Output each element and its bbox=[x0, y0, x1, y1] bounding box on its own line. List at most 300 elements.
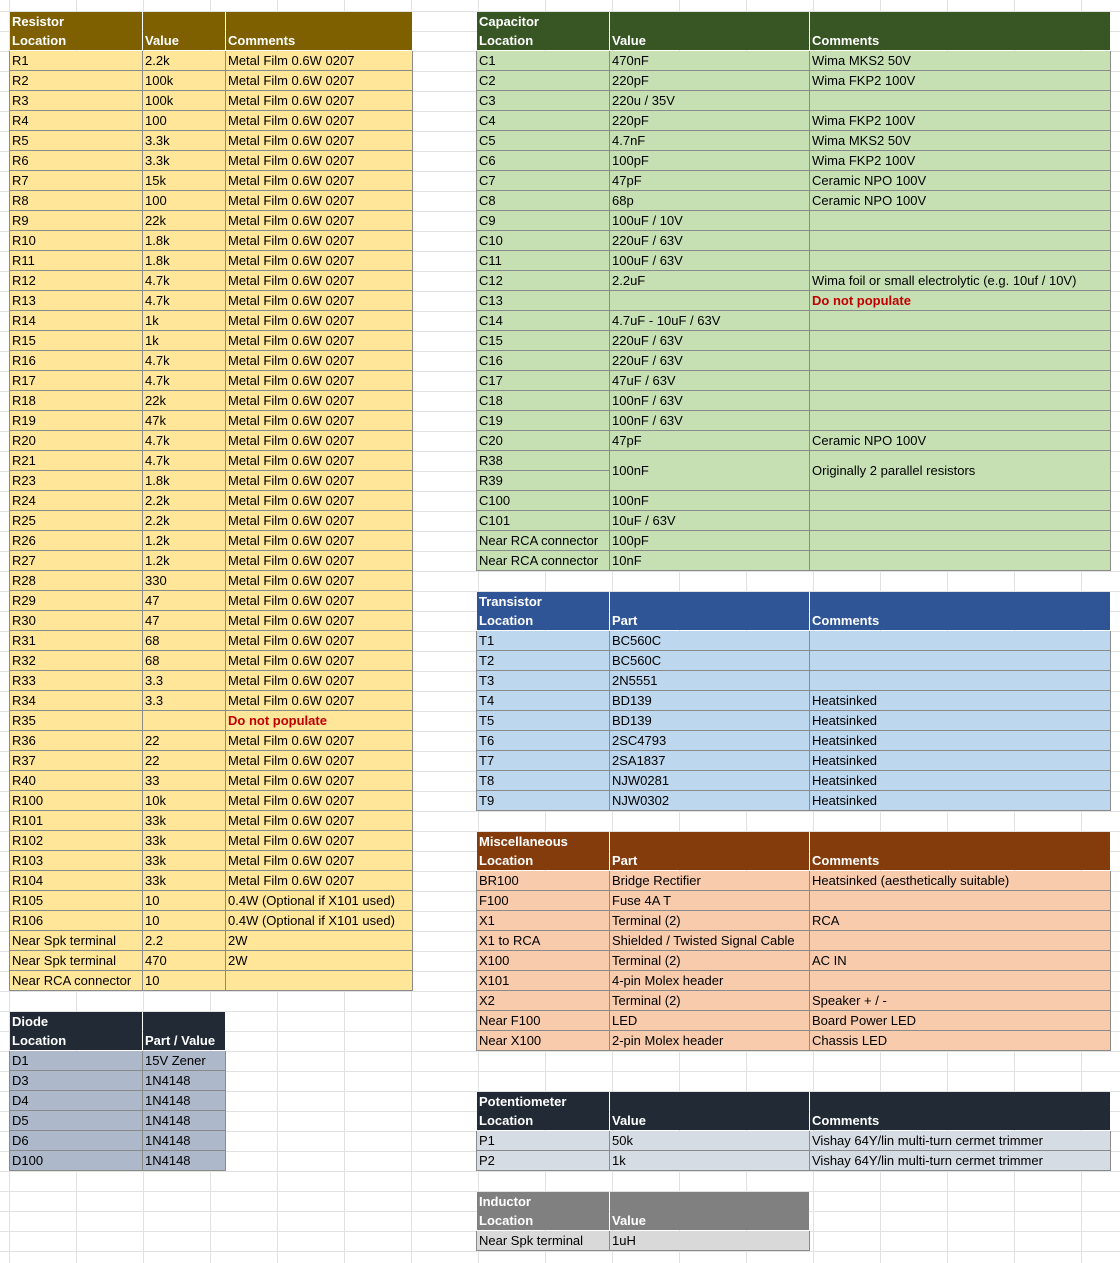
cell[interactable]: R12 bbox=[10, 271, 143, 291]
cell[interactable]: Metal Film 0.6W 0207 bbox=[226, 451, 413, 471]
cell[interactable]: Shielded / Twisted Signal Cable bbox=[610, 931, 810, 951]
cell[interactable]: R31 bbox=[10, 631, 143, 651]
cell[interactable]: R101 bbox=[10, 811, 143, 831]
cell[interactable]: 1k bbox=[610, 1151, 810, 1171]
cell[interactable]: Metal Film 0.6W 0207 bbox=[226, 151, 413, 171]
cell[interactable]: R105 bbox=[10, 891, 143, 911]
cell[interactable]: 1.2k bbox=[143, 531, 226, 551]
cell[interactable]: 68 bbox=[143, 651, 226, 671]
cell[interactable]: Heatsinked bbox=[810, 771, 1111, 791]
cell[interactable]: 100k bbox=[143, 71, 226, 91]
cell[interactable]: 220uF / 63V bbox=[610, 351, 810, 371]
cell[interactable]: 100 bbox=[143, 191, 226, 211]
cell[interactable]: 10k bbox=[143, 791, 226, 811]
cell[interactable]: 10nF bbox=[610, 551, 810, 571]
cell[interactable]: 2.2k bbox=[143, 51, 226, 71]
cell[interactable]: 68 bbox=[143, 631, 226, 651]
cell[interactable]: Metal Film 0.6W 0207 bbox=[226, 771, 413, 791]
cell[interactable]: Metal Film 0.6W 0207 bbox=[226, 531, 413, 551]
cell[interactable]: 100pF bbox=[610, 151, 810, 171]
cell[interactable]: R37 bbox=[10, 751, 143, 771]
cell[interactable]: 50k bbox=[610, 1131, 810, 1151]
cell[interactable]: 10 bbox=[143, 911, 226, 931]
cell[interactable]: 22k bbox=[143, 211, 226, 231]
cell[interactable]: 2SA1837 bbox=[610, 751, 810, 771]
cell[interactable]: 47 bbox=[143, 591, 226, 611]
cell[interactable]: Fuse 4A T bbox=[610, 891, 810, 911]
cell[interactable]: R28 bbox=[10, 571, 143, 591]
cell[interactable] bbox=[226, 971, 413, 991]
cell[interactable]: T2 bbox=[477, 651, 610, 671]
cell[interactable]: X2 bbox=[477, 991, 610, 1011]
cell[interactable]: 4.7k bbox=[143, 371, 226, 391]
cell[interactable]: 1N4148 bbox=[143, 1151, 226, 1171]
cell[interactable]: 100nF / 63V bbox=[610, 411, 810, 431]
cell[interactable]: X100 bbox=[477, 951, 610, 971]
cell[interactable]: R32 bbox=[10, 651, 143, 671]
cell[interactable]: Metal Film 0.6W 0207 bbox=[226, 91, 413, 111]
cell[interactable] bbox=[810, 211, 1111, 231]
cell[interactable]: 470nF bbox=[610, 51, 810, 71]
cell[interactable]: C15 bbox=[477, 331, 610, 351]
cell[interactable]: T9 bbox=[477, 791, 610, 811]
cell[interactable] bbox=[810, 311, 1111, 331]
cell[interactable]: 100uF / 10V bbox=[610, 211, 810, 231]
cell[interactable]: C6 bbox=[477, 151, 610, 171]
cell[interactable]: Near X100 bbox=[477, 1031, 610, 1051]
cell[interactable]: R25 bbox=[10, 511, 143, 531]
cell[interactable]: R24 bbox=[10, 491, 143, 511]
cell[interactable]: 4.7k bbox=[143, 271, 226, 291]
cell[interactable]: R15 bbox=[10, 331, 143, 351]
cell[interactable]: 4.7uF - 10uF / 63V bbox=[610, 311, 810, 331]
cell[interactable]: 33k bbox=[143, 811, 226, 831]
cell[interactable]: Ceramic NPO 100V bbox=[810, 191, 1111, 211]
cell[interactable]: C12 bbox=[477, 271, 610, 291]
cell[interactable]: Heatsinked bbox=[810, 791, 1111, 811]
cell[interactable]: R35 bbox=[10, 711, 143, 731]
cell[interactable]: 4.7k bbox=[143, 431, 226, 451]
cell[interactable]: Heatsinked bbox=[810, 691, 1111, 711]
cell[interactable]: R103 bbox=[10, 851, 143, 871]
cell[interactable]: C20 bbox=[477, 431, 610, 451]
cell[interactable]: C16 bbox=[477, 351, 610, 371]
cell[interactable]: T6 bbox=[477, 731, 610, 751]
cell[interactable]: D5 bbox=[10, 1111, 143, 1131]
cell[interactable] bbox=[810, 511, 1111, 531]
cell[interactable] bbox=[810, 651, 1111, 671]
cell[interactable]: R7 bbox=[10, 171, 143, 191]
cell[interactable]: 33k bbox=[143, 831, 226, 851]
cell[interactable]: 4.7k bbox=[143, 351, 226, 371]
cell[interactable]: T3 bbox=[477, 671, 610, 691]
cell[interactable]: BC560C bbox=[610, 651, 810, 671]
cell[interactable]: C8 bbox=[477, 191, 610, 211]
cell[interactable]: Do not populate bbox=[810, 291, 1111, 311]
cell[interactable]: 1N4148 bbox=[143, 1071, 226, 1091]
cell[interactable]: C14 bbox=[477, 311, 610, 331]
cell[interactable]: Metal Film 0.6W 0207 bbox=[226, 371, 413, 391]
cell[interactable]: 220uF / 63V bbox=[610, 331, 810, 351]
cell[interactable]: 47 bbox=[143, 611, 226, 631]
cell[interactable]: D3 bbox=[10, 1071, 143, 1091]
cell[interactable]: 22 bbox=[143, 751, 226, 771]
cell[interactable]: 220uF / 63V bbox=[610, 231, 810, 251]
cell[interactable]: Heatsinked (aesthetically suitable) bbox=[810, 871, 1111, 891]
cell[interactable]: R106 bbox=[10, 911, 143, 931]
cell[interactable]: C19 bbox=[477, 411, 610, 431]
cell[interactable]: Metal Film 0.6W 0207 bbox=[226, 731, 413, 751]
cell[interactable]: Metal Film 0.6W 0207 bbox=[226, 231, 413, 251]
cell[interactable]: Metal Film 0.6W 0207 bbox=[226, 351, 413, 371]
cell[interactable]: RCA bbox=[810, 911, 1111, 931]
cell[interactable]: Near F100 bbox=[477, 1011, 610, 1031]
cell[interactable]: 100 bbox=[143, 111, 226, 131]
cell[interactable]: C13 bbox=[477, 291, 610, 311]
cell[interactable]: R3 bbox=[10, 91, 143, 111]
cell[interactable]: Metal Film 0.6W 0207 bbox=[226, 71, 413, 91]
cell[interactable]: P2 bbox=[477, 1151, 610, 1171]
cell[interactable] bbox=[810, 671, 1111, 691]
cell[interactable]: Metal Film 0.6W 0207 bbox=[226, 791, 413, 811]
cell[interactable]: 33k bbox=[143, 871, 226, 891]
cell[interactable]: 220pF bbox=[610, 111, 810, 131]
cell[interactable] bbox=[810, 971, 1111, 991]
cell[interactable]: 10uF / 63V bbox=[610, 511, 810, 531]
cell[interactable]: 15V Zener bbox=[143, 1051, 226, 1071]
cell[interactable]: 2.2uF bbox=[610, 271, 810, 291]
cell[interactable]: R17 bbox=[10, 371, 143, 391]
cell[interactable] bbox=[810, 551, 1111, 571]
cell[interactable]: 2-pin Molex header bbox=[610, 1031, 810, 1051]
cell[interactable]: Metal Film 0.6W 0207 bbox=[226, 271, 413, 291]
cell[interactable]: 0.4W (Optional if X101 used) bbox=[226, 911, 413, 931]
cell[interactable]: Near RCA connector bbox=[477, 531, 610, 551]
cell[interactable]: Metal Film 0.6W 0207 bbox=[226, 491, 413, 511]
cell[interactable]: Metal Film 0.6W 0207 bbox=[226, 651, 413, 671]
cell[interactable]: R13 bbox=[10, 291, 143, 311]
cell[interactable]: 2.2k bbox=[143, 491, 226, 511]
cell[interactable]: Metal Film 0.6W 0207 bbox=[226, 551, 413, 571]
cell[interactable]: Terminal (2) bbox=[610, 951, 810, 971]
cell[interactable]: D100 bbox=[10, 1151, 143, 1171]
cell[interactable]: R26 bbox=[10, 531, 143, 551]
cell[interactable]: Wima FKP2 100V bbox=[810, 71, 1111, 91]
cell[interactable]: 100nF / 63V bbox=[610, 391, 810, 411]
cell[interactable]: Metal Film 0.6W 0207 bbox=[226, 691, 413, 711]
cell[interactable]: Terminal (2) bbox=[610, 911, 810, 931]
cell[interactable]: Ceramic NPO 100V bbox=[810, 171, 1111, 191]
cell[interactable]: C101 bbox=[477, 511, 610, 531]
cell[interactable] bbox=[810, 91, 1111, 111]
section-title-row bbox=[477, 1092, 1111, 1112]
cell[interactable]: LED bbox=[610, 1011, 810, 1031]
cell[interactable]: Metal Film 0.6W 0207 bbox=[226, 211, 413, 231]
cell[interactable]: Metal Film 0.6W 0207 bbox=[226, 311, 413, 331]
cell[interactable]: 2W bbox=[226, 931, 413, 951]
cell[interactable]: R14 bbox=[10, 311, 143, 331]
cell[interactable]: Do not populate bbox=[226, 711, 413, 731]
cell[interactable]: 1.8k bbox=[143, 231, 226, 251]
cell[interactable]: Metal Film 0.6W 0207 bbox=[226, 871, 413, 891]
cell[interactable]: C4 bbox=[477, 111, 610, 131]
cell[interactable]: 1k bbox=[143, 331, 226, 351]
cell[interactable]: R18 bbox=[10, 391, 143, 411]
cell[interactable]: D6 bbox=[10, 1131, 143, 1151]
cell[interactable]: C10 bbox=[477, 231, 610, 251]
cell[interactable]: T8 bbox=[477, 771, 610, 791]
cell[interactable]: R39 bbox=[477, 471, 610, 491]
table-row bbox=[477, 351, 1111, 371]
cell[interactable]: C11 bbox=[477, 251, 610, 271]
cell[interactable]: 4-pin Molex header bbox=[610, 971, 810, 991]
cell[interactable]: Originally 2 parallel resistors bbox=[810, 451, 1111, 491]
cell[interactable]: 4.7nF bbox=[610, 131, 810, 151]
table-row bbox=[477, 671, 1111, 691]
cell[interactable]: Heatsinked bbox=[810, 731, 1111, 751]
cell[interactable]: BD139 bbox=[610, 691, 810, 711]
cell[interactable]: 1.8k bbox=[143, 251, 226, 271]
cell[interactable]: R38 bbox=[477, 451, 610, 471]
table-row bbox=[477, 691, 1111, 711]
cell[interactable]: Wima FKP2 100V bbox=[810, 151, 1111, 171]
cell[interactable] bbox=[810, 251, 1111, 271]
cell[interactable]: NJW0281 bbox=[610, 771, 810, 791]
cell[interactable]: Metal Film 0.6W 0207 bbox=[226, 591, 413, 611]
cell[interactable]: Metal Film 0.6W 0207 bbox=[226, 811, 413, 831]
cell[interactable]: C2 bbox=[477, 71, 610, 91]
cell[interactable]: D1 bbox=[10, 1051, 143, 1071]
cell[interactable]: 3.3k bbox=[143, 151, 226, 171]
table-row bbox=[477, 531, 1111, 551]
cell[interactable]: Metal Film 0.6W 0207 bbox=[226, 831, 413, 851]
cell[interactable]: Near RCA connector bbox=[477, 551, 610, 571]
cell[interactable]: Metal Film 0.6W 0207 bbox=[226, 291, 413, 311]
cell[interactable]: Wima MKS2 50V bbox=[810, 51, 1111, 71]
cell[interactable]: Metal Film 0.6W 0207 bbox=[226, 471, 413, 491]
cell[interactable] bbox=[810, 331, 1111, 351]
cell[interactable]: R23 bbox=[10, 471, 143, 491]
cell[interactable]: T1 bbox=[477, 631, 610, 651]
cell[interactable]: Metal Film 0.6W 0207 bbox=[226, 131, 413, 151]
cell[interactable]: Metal Film 0.6W 0207 bbox=[226, 431, 413, 451]
cell[interactable]: R19 bbox=[10, 411, 143, 431]
cell[interactable]: R10 bbox=[10, 231, 143, 251]
cell[interactable]: R8 bbox=[10, 191, 143, 211]
cell[interactable]: Metal Film 0.6W 0207 bbox=[226, 331, 413, 351]
cell[interactable]: Vishay 64Y/lin multi-turn cermet trimmer bbox=[810, 1151, 1111, 1171]
cell[interactable]: 100nF bbox=[610, 451, 810, 491]
cell[interactable]: 1N4148 bbox=[143, 1131, 226, 1151]
cell[interactable]: Near Spk terminal bbox=[477, 1231, 610, 1251]
cell[interactable]: Metal Film 0.6W 0207 bbox=[226, 511, 413, 531]
cell[interactable]: Wima foil or small electrolytic (e.g. 10uf / 10V) bbox=[810, 271, 1111, 291]
cell[interactable]: Metal Film 0.6W 0207 bbox=[226, 571, 413, 591]
cell[interactable]: R9 bbox=[10, 211, 143, 231]
cell[interactable]: 2SC4793 bbox=[610, 731, 810, 751]
cell[interactable]: C18 bbox=[477, 391, 610, 411]
column-header: Location bbox=[477, 1211, 610, 1231]
cell[interactable]: F100 bbox=[477, 891, 610, 911]
table-row bbox=[10, 971, 413, 991]
cell[interactable]: T5 bbox=[477, 711, 610, 731]
cell[interactable]: Wima MKS2 50V bbox=[810, 131, 1111, 151]
cell[interactable]: 10 bbox=[143, 971, 226, 991]
cell[interactable]: Wima FKP2 100V bbox=[810, 111, 1111, 131]
cell[interactable]: 470 bbox=[143, 951, 226, 971]
cell[interactable]: R5 bbox=[10, 131, 143, 151]
cell[interactable]: Near RCA connector bbox=[10, 971, 143, 991]
cell[interactable]: 0.4W (Optional if X101 used) bbox=[226, 891, 413, 911]
cell[interactable]: Metal Film 0.6W 0207 bbox=[226, 411, 413, 431]
cell[interactable]: 47pF bbox=[610, 431, 810, 451]
cell[interactable]: 47pF bbox=[610, 171, 810, 191]
cell[interactable]: Metal Film 0.6W 0207 bbox=[226, 751, 413, 771]
cell[interactable]: 100pF bbox=[610, 531, 810, 551]
cell[interactable]: 22k bbox=[143, 391, 226, 411]
cell[interactable]: 68p bbox=[610, 191, 810, 211]
cell[interactable]: Speaker + / - bbox=[810, 991, 1111, 1011]
cell[interactable]: 1uH bbox=[610, 1231, 810, 1251]
cell[interactable]: 33k bbox=[143, 851, 226, 871]
cell[interactable] bbox=[810, 371, 1111, 391]
cell[interactable]: Metal Film 0.6W 0207 bbox=[226, 191, 413, 211]
cell[interactable]: C7 bbox=[477, 171, 610, 191]
cell[interactable]: 1.2k bbox=[143, 551, 226, 571]
cell[interactable]: 2.2 bbox=[143, 931, 226, 951]
cell[interactable]: Metal Film 0.6W 0207 bbox=[226, 171, 413, 191]
cell[interactable] bbox=[810, 631, 1111, 651]
cell[interactable]: R102 bbox=[10, 831, 143, 851]
cell[interactable]: X101 bbox=[477, 971, 610, 991]
cell[interactable]: BD139 bbox=[610, 711, 810, 731]
cell[interactable]: R29 bbox=[10, 591, 143, 611]
cell[interactable]: Bridge Rectifier bbox=[610, 871, 810, 891]
cell[interactable]: R21 bbox=[10, 451, 143, 471]
cell[interactable]: 100k bbox=[143, 91, 226, 111]
cell[interactable]: R33 bbox=[10, 671, 143, 691]
cell[interactable]: Metal Film 0.6W 0207 bbox=[226, 51, 413, 71]
cell[interactable]: 2.2k bbox=[143, 511, 226, 531]
cell[interactable]: R4 bbox=[10, 111, 143, 131]
cell[interactable]: 2W bbox=[226, 951, 413, 971]
cell[interactable]: Metal Film 0.6W 0207 bbox=[226, 611, 413, 631]
cell[interactable]: 4.7k bbox=[143, 451, 226, 471]
section-title: Capacitor bbox=[477, 12, 610, 32]
cell[interactable] bbox=[810, 391, 1111, 411]
cell[interactable] bbox=[810, 411, 1111, 431]
cell[interactable]: Metal Film 0.6W 0207 bbox=[226, 631, 413, 651]
cell[interactable]: 1k bbox=[143, 311, 226, 331]
cell[interactable]: R36 bbox=[10, 731, 143, 751]
cell[interactable]: 1N4148 bbox=[143, 1111, 226, 1131]
cell[interactable]: C17 bbox=[477, 371, 610, 391]
cell[interactable]: 100uF / 63V bbox=[610, 251, 810, 271]
cell[interactable] bbox=[143, 711, 226, 731]
cell[interactable]: R34 bbox=[10, 691, 143, 711]
cell[interactable]: Near Spk terminal bbox=[10, 951, 143, 971]
cell[interactable]: X1 bbox=[477, 911, 610, 931]
cell[interactable]: 1.8k bbox=[143, 471, 226, 491]
cell[interactable]: Metal Film 0.6W 0207 bbox=[226, 391, 413, 411]
cell[interactable]: 3.3 bbox=[143, 691, 226, 711]
cell[interactable]: Metal Film 0.6W 0207 bbox=[226, 251, 413, 271]
cell[interactable]: P1 bbox=[477, 1131, 610, 1151]
cell[interactable]: 4.7k bbox=[143, 291, 226, 311]
cell[interactable]: 10 bbox=[143, 891, 226, 911]
cell[interactable]: Metal Film 0.6W 0207 bbox=[226, 111, 413, 131]
cell[interactable]: R6 bbox=[10, 151, 143, 171]
cell[interactable]: Near Spk terminal bbox=[10, 931, 143, 951]
cell[interactable]: 220pF bbox=[610, 71, 810, 91]
cell[interactable]: 1N4148 bbox=[143, 1091, 226, 1111]
cell[interactable]: Chassis LED bbox=[810, 1031, 1111, 1051]
cell[interactable]: C100 bbox=[477, 491, 610, 511]
cell[interactable]: T4 bbox=[477, 691, 610, 711]
cell[interactable]: 100nF bbox=[610, 491, 810, 511]
cell[interactable]: Metal Film 0.6W 0207 bbox=[226, 671, 413, 691]
cell[interactable]: 33 bbox=[143, 771, 226, 791]
cell[interactable]: 3.3k bbox=[143, 131, 226, 151]
cell[interactable]: 220u / 35V bbox=[610, 91, 810, 111]
cell[interactable]: D4 bbox=[10, 1091, 143, 1111]
cell[interactable]: R100 bbox=[10, 791, 143, 811]
cell[interactable]: AC IN bbox=[810, 951, 1111, 971]
cell[interactable] bbox=[810, 891, 1111, 911]
cell[interactable] bbox=[810, 351, 1111, 371]
cell[interactable]: R11 bbox=[10, 251, 143, 271]
cell[interactable]: C3 bbox=[477, 91, 610, 111]
cell[interactable]: Ceramic NPO 100V bbox=[810, 431, 1111, 451]
cell[interactable]: C9 bbox=[477, 211, 610, 231]
cell[interactable]: NJW0302 bbox=[610, 791, 810, 811]
cell[interactable] bbox=[810, 531, 1111, 551]
cell[interactable]: R104 bbox=[10, 871, 143, 891]
cell[interactable]: R2 bbox=[10, 71, 143, 91]
cell[interactable]: X1 to RCA bbox=[477, 931, 610, 951]
cell[interactable]: R40 bbox=[10, 771, 143, 791]
cell[interactable] bbox=[810, 231, 1111, 251]
cell[interactable]: BR100 bbox=[477, 871, 610, 891]
cell[interactable]: Vishay 64Y/lin multi-turn cermet trimmer bbox=[810, 1131, 1111, 1151]
cell[interactable]: 47k bbox=[143, 411, 226, 431]
cell[interactable]: 15k bbox=[143, 171, 226, 191]
cell[interactable]: C1 bbox=[477, 51, 610, 71]
cell[interactable]: R1 bbox=[10, 51, 143, 71]
cell[interactable] bbox=[810, 931, 1111, 951]
cell[interactable]: Heatsinked bbox=[810, 711, 1111, 731]
cell[interactable]: R20 bbox=[10, 431, 143, 451]
cell[interactable] bbox=[810, 491, 1111, 511]
cell[interactable]: 47uF / 63V bbox=[610, 371, 810, 391]
cell[interactable] bbox=[610, 291, 810, 311]
column-header: Part / Value bbox=[143, 1031, 226, 1051]
cell[interactable]: R27 bbox=[10, 551, 143, 571]
cell[interactable]: Heatsinked bbox=[810, 751, 1111, 771]
cell[interactable]: R16 bbox=[10, 351, 143, 371]
cell[interactable]: Board Power LED bbox=[810, 1011, 1111, 1031]
cell[interactable]: C5 bbox=[477, 131, 610, 151]
cell[interactable]: T7 bbox=[477, 751, 610, 771]
cell[interactable]: 3.3 bbox=[143, 671, 226, 691]
cell[interactable]: 330 bbox=[143, 571, 226, 591]
cell[interactable]: Metal Film 0.6W 0207 bbox=[226, 851, 413, 871]
cell[interactable]: BC560C bbox=[610, 631, 810, 651]
cell[interactable]: 2N5551 bbox=[610, 671, 810, 691]
cell[interactable]: 22 bbox=[143, 731, 226, 751]
cell[interactable]: R30 bbox=[10, 611, 143, 631]
cell[interactable]: Terminal (2) bbox=[610, 991, 810, 1011]
